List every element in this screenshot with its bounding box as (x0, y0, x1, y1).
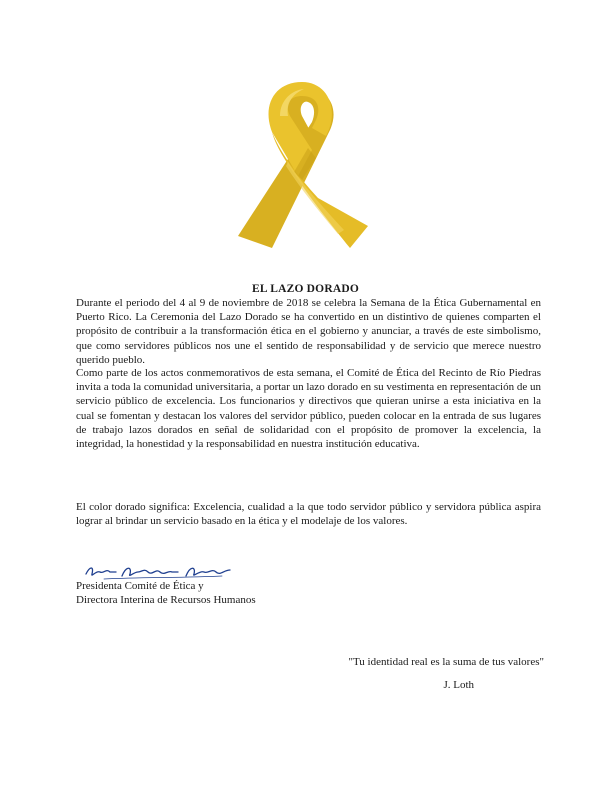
signer-title-line-2: Directora Interina de Recursos Humanos (76, 594, 256, 606)
paragraph-invitation: Como parte de los actos conmemorativos de esta semana, el Comité de Ética del Recinto de Río Piedras invita a toda la comunidad universitaria, a portar un lazo dorado en su vestimenta en representación de un servicio público de excelencia. Los funcionarios y directivos que quieran unirse a esta iniciativa en la cual se fomentan y destacan los valores del servidor público, pueden colocar en la entrada de sus lugares de trabajo lazos dorados en señal de solidaridad con el propósito de promover la excelencia, la integridad, la honestidad y la responsabilidad en nuestra institución educativa. (76, 367, 541, 451)
document-title: EL LAZO DORADO (252, 283, 359, 295)
signer-title-line-1: Presidenta Comité de Ética y (76, 580, 204, 592)
closing-quote: "Tu identidad real es la suma de tus valores" (348, 656, 544, 668)
paragraph-intro: Durante el periodo del 4 al 9 de noviembre de 2018 se celebra la Semana de la Ética Gubernamental en Puerto Rico. La Ceremonia del Lazo Dorado se ha convertido en un distintivo de quienes comparten el propósito de contribuir a la transformación ética en el gobierno y anunciar, a través de este simbolismo, que como servidores públicos nos une el sentido de responsabilidad y de servicio que merece nuestro querido pueblo. (76, 297, 541, 366)
quote-author: J. Loth (443, 679, 474, 691)
handwritten-signature (82, 560, 234, 582)
gold-ribbon-icon (228, 76, 376, 248)
paragraph-meaning: El color dorado significa: Excelencia, cualidad a la que todo servidor público y servidora pública aspira lograr al brindar un servicio basado en la ética y el modelaje de los valores. (76, 501, 541, 528)
